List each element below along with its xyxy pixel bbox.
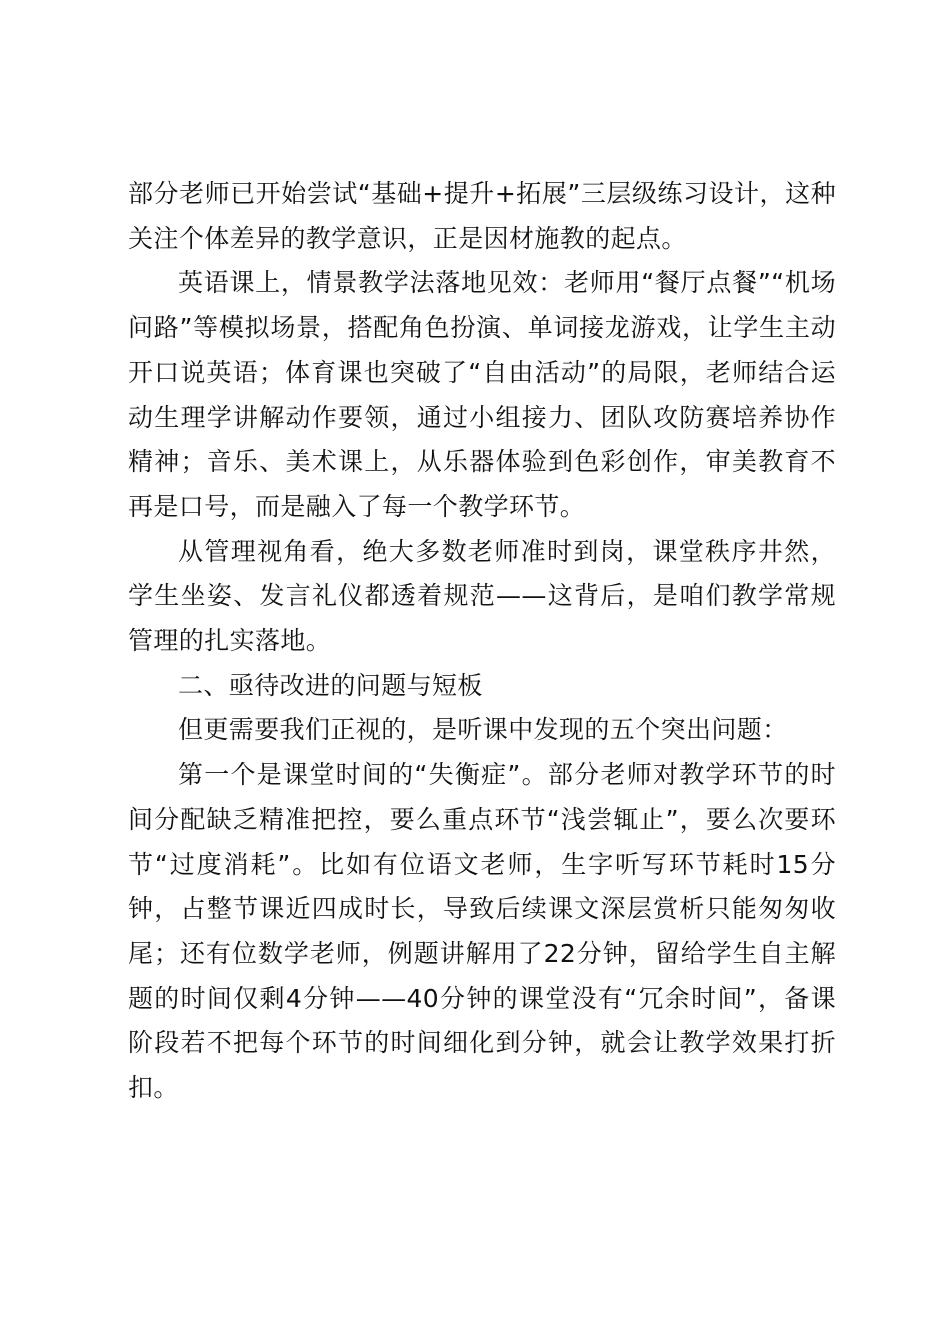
- paragraph-continuation: 部分老师已开始尝试“基础+提升+拓展”三层级练习设计，这种关注个体差异的教学意识，正是因材施教的起点。: [128, 179, 836, 253]
- paragraph-first-problem: 第一个是课堂时间的“失衡症”。部分老师对教学环节的时间分配缺乏精准把控，要么重点环节“浅尝辄止”，要么次要环节“过度消耗”。比如有位语文老师，生字听写环节耗时15分钟，占整节课近四成时长，导致后续课文深层赏析只能匆匆收尾；还有位数学老师，例题讲解用了22分钟，留给学生自主解题的时间仅剩4分钟——40分钟的课堂没有“冗余时间”，备课阶段若不把每个环节的时间细化到分钟，就会让教学效果打折扣。: [128, 760, 836, 1103]
- paragraph-problems-intro: 但更需要我们正视的，是听课中发现的五个突出问题：: [178, 715, 788, 745]
- section-heading: 二、亟待改进的问题与短板: [178, 670, 483, 700]
- paragraph-english-class: 英语课上，情景教学法落地见效：老师用“餐厅点餐”“机场问路”等模拟场景，搭配角色扮演、单词接龙游戏，让学生主动开口说英语；体育课也突破了“自由活动”的局限，老师结合运动生理学讲解动作要领，通过小组接力、团队攻防赛培养协作精神；音乐、美术课上，从乐器体验到色彩创作，审美教育不再是口号，而是融入了每一个教学环节。: [128, 268, 836, 521]
- paragraph-management: 从管理视角看，绝大多数老师准时到岗，课堂秩序井然，学生坐姿、发言礼仪都透着规范——这背后，是咱们教学常规管理的扎实落地。: [128, 536, 836, 656]
- document-body: [128, 172, 836, 1111]
